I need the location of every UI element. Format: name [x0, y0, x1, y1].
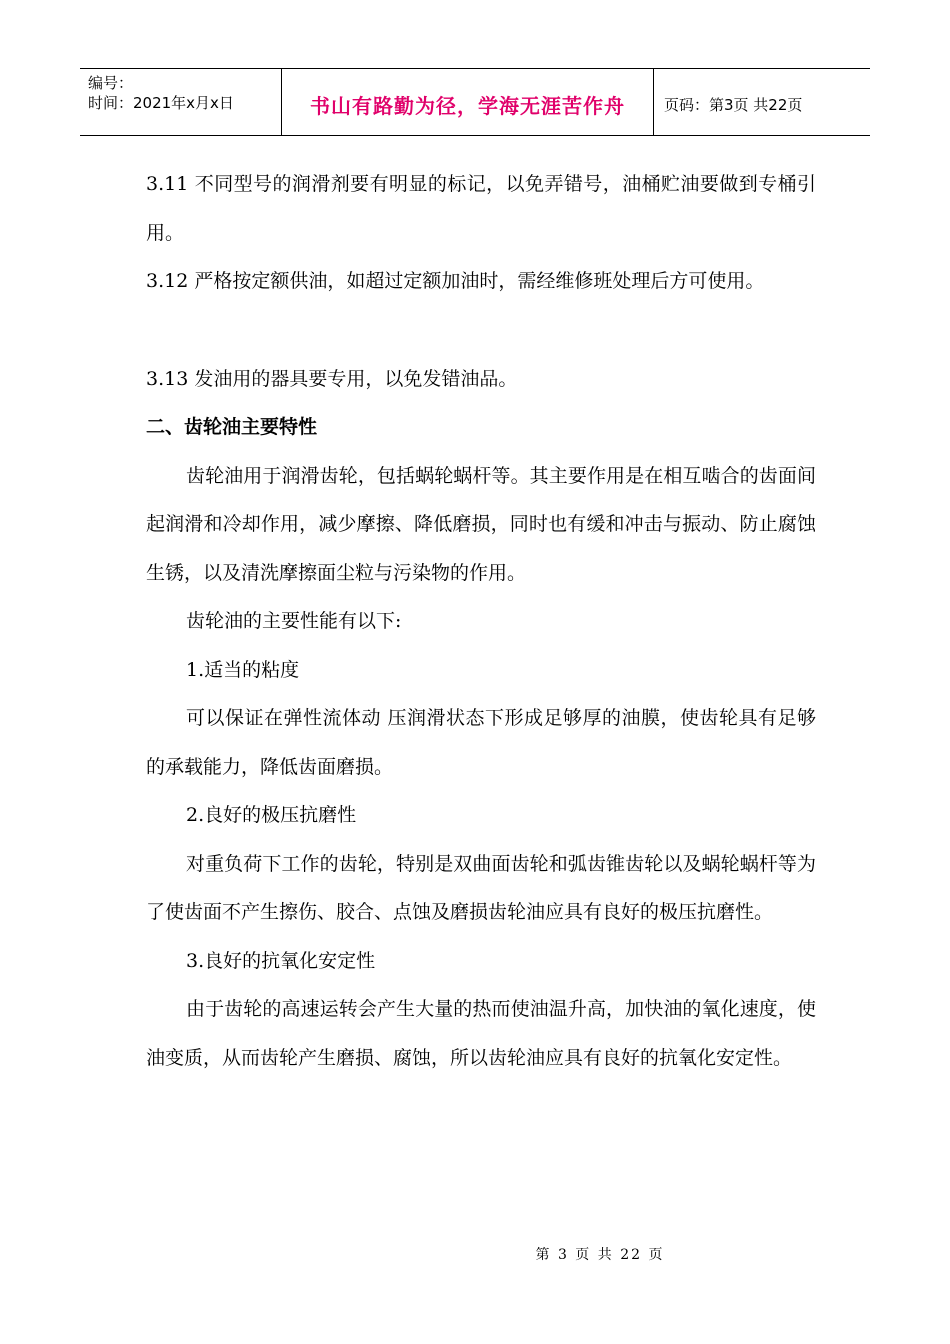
blank-line — [146, 306, 816, 355]
document-body — [146, 160, 816, 1082]
item-2-text: 对重负荷下工作的齿轮，特别是双曲面齿轮和弧齿锥齿轮以及蜗轮蜗杆等为了使齿面不产生擦伤、胶合、点蚀及磨损齿轮油应具有良好的极压抗磨性。 — [146, 852, 816, 923]
header-meta-cell — [80, 69, 282, 135]
item-1-text: 可以保证在弹性流体动 压润滑状态下形成足够厚的油膜，使齿轮具有足够的承载能力，降低齿面磨损。 — [146, 707, 816, 778]
list-intro: 齿轮油的主要性能有以下: — [186, 610, 402, 632]
document-header — [80, 68, 870, 136]
header-motto-cell — [282, 69, 654, 135]
page-footer: 第 3 页 共 22 页 — [535, 1247, 665, 1263]
item-1-title: 1.适当的粘度 — [186, 658, 300, 681]
paragraph-3-12: 3.12 严格按定额供油，如超过定额加油时，需经维修班处理后方可使用。 — [146, 270, 765, 292]
document-time-label: 时间：2021年x月x日 — [88, 94, 234, 112]
document-number-label: 编号： — [88, 74, 134, 92]
header-motto: 书山有路勤为径，学海无涯苦作舟 — [310, 93, 625, 118]
paragraph-3-11: 3.11 不同型号的润滑剂要有明显的标记，以免弄错号，油桶贮油要做到专桶引用。 — [146, 173, 816, 244]
intro-paragraph: 齿轮油用于润滑齿轮，包括蜗轮蜗杆等。其主要作用是在相互啮合的齿面间起润滑和冷却作用，减少摩擦、降低磨损，同时也有缓和冲击与振动、防止腐蚀生锈，以及清洗摩擦面尘粒与污染物的作用。 — [146, 464, 816, 584]
item-3-title: 3.良好的抗氧化安定性 — [186, 949, 376, 972]
header-page-info: 页码：第3页 共22页 — [664, 95, 803, 114]
section-heading: 二、齿轮油主要特性 — [146, 416, 318, 438]
item-3-text: 由于齿轮的高速运转会产生大量的热而使油温升高，加快油的氧化速度，使油变质，从而齿轮产生磨损、腐蚀，所以齿轮油应具有良好的抗氧化安定性。 — [146, 998, 816, 1069]
item-2-title: 2.良好的极压抗磨性 — [186, 804, 357, 826]
paragraph-3-13: 3.13 发油用的器具要专用，以免发错油品。 — [146, 367, 518, 390]
header-page-cell — [654, 69, 870, 135]
